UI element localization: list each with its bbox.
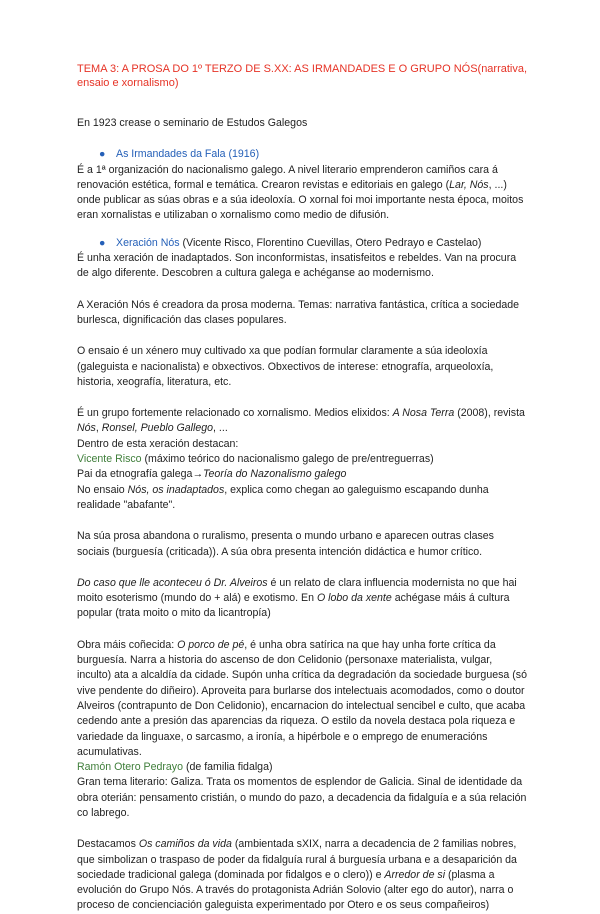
risco-obras-text-b: achégase máis á cultura popular (trata moito o mito da licantropía) xyxy=(77,592,510,620)
otero-obras-text-a: Destacamos xyxy=(77,838,139,851)
porco-em: O porco de pé xyxy=(177,638,245,651)
intro-paragraph: En 1923 crease o seminario de Estudos Galegos xyxy=(77,117,308,129)
document-title: TEMA 3: A PROSA DO 1º TERZO DE S.XX: AS IRMANDADES E O GRUPO NÓS(narrativa, ensaio e xornalismo) xyxy=(77,63,528,89)
otero-obras-em-2: Arredor de si xyxy=(384,868,446,881)
prosa-paragraph: A Xeración Nós é creadora da prosa moderna. Temas: narrativa fantástica, crítica a sociedade burlesca, dignificación das clases populares. xyxy=(77,298,520,326)
risco-line-2-text: Pai da etnografía galega→ xyxy=(77,468,204,481)
risco-obras-em-2: O lobo da xente xyxy=(316,592,392,605)
risco-line-2 xyxy=(77,467,529,482)
otero-obras-em-1: Os camiños da vida xyxy=(138,838,232,851)
xornalismo-paragraph xyxy=(77,406,529,437)
otero-name: Ramón Otero Pedrayo xyxy=(77,761,183,774)
bullet-dot-icon: ● xyxy=(99,236,106,249)
bullet-xeracion-label: Xeración Nós xyxy=(116,236,180,249)
irmandades-paragraph xyxy=(77,163,529,224)
risco-line-3-text-a: No ensaio xyxy=(77,483,128,496)
document-page xyxy=(77,62,529,914)
risco-obras-paragraph xyxy=(77,576,529,622)
xornalismo-text-a: É un grupo fortemente relacionado co xornalismo. Medios elixidos: xyxy=(77,407,393,420)
otero-paragraph: Gran tema literario: Galiza. Trata os momentos de esplendor de Galicia. Sinal de identidade da obra oterián: pensamento cristián, o mundo do pazo, a decadencia da fidalguía e a súa relación co labrego. xyxy=(77,776,527,819)
porco-paragraph xyxy=(77,638,529,760)
bullet-irmandades xyxy=(99,147,529,162)
risco-name: Vicente Risco xyxy=(77,453,142,466)
otero-obras-text-c: (plasma a evolución do Grupo Nós. A través do protagonista Adrián Solovio (alter ego do autor), narra o proceso de concienciación galeguista experimentado por Otero e os seus compañeiros) xyxy=(77,868,514,912)
otero-obras-text-b: (ambientada sXIX, narra a decadencia de 2 familias nobres, que simbolizan o traspaso de poder da fidalguía rural á burguesía urbana e a desaparición da sociedade tradicional galega (dominada por fidalgos e o clero)) e xyxy=(77,838,517,881)
irmandades-text-a: É a 1ª organización do nacionalismo galego. A nivel literario emprenderon camiños cara á renovación estética, formal e temática. Crearon revistas e editoriais en galego ( xyxy=(77,163,498,191)
otero-heading xyxy=(77,760,529,775)
bullet-dot-icon: ● xyxy=(99,148,106,161)
risco-line-2-em: Teoría do Nazonalismo galego xyxy=(203,468,347,481)
risco-line-3 xyxy=(77,483,529,514)
risco-description: (máximo teórico do nacionalismo galego de pre/entreguerras) xyxy=(141,453,434,466)
irmandades-text-em: Lar, Nós xyxy=(449,178,489,191)
xornalismo-text-c: , xyxy=(95,422,102,435)
risco-line-3-text-b: , explica como chegan ao galeguismo escapando dunha realidade "abafante". xyxy=(77,483,489,511)
xeracion-paragraph: É unha xeración de inadaptados. Son inconformistas, insatisfeitos e rebeldes. Van na procura de algo diferente. Descobren a cultura galega e achéganse ao modernismo. xyxy=(77,252,517,280)
risco-obras-em-1: Do caso que lle aconteceu ó Dr. Alveiros xyxy=(77,576,268,589)
bullet-xeracion-members: (Vicente Risco, Florentino Cuevillas, Otero Pedrayo e Castelao) xyxy=(179,236,482,249)
xornalismo-em-3: Ronsel, Pueblo Gallego xyxy=(101,422,214,435)
bullet-xeracion xyxy=(99,236,529,251)
porco-text-b: , é unha obra satírica na que hay unha forte crítica da burguesía. Narra a historia do ascenso de don Celidonio (personaxe materialista, vulgar, inculto) ata a alcaldía da cidade. Supón unha crítica da degradación da sociedade burguesa (só vive pendente do diñeiro). Aproveita para burlarse dos intelectuais acomodados, como o doutor Alveiros (contrapunto de Don Celidonio), encarnacion do intelectual sencibel e culto, que acaba cedendo ante a presión das aparencias da riqueza. O estilo da novela destaca pola riqueza e variedade da linguaxe, o sarcasmo, a ironía, a hipérbole e o emprego de enumeracións acumulativas. xyxy=(77,638,527,758)
xornalismo-em-1: A Nosa Terra xyxy=(392,407,455,420)
irmandades-text-b: , ...) onde publicar as súas obras e a súa ideoloxía. O xornal foi moi importante nesta época, moitos eran xornalistas e utilizaban o xornalismo como medio de difusión. xyxy=(77,178,524,222)
risco-line-3-em: Nós, os inadaptados xyxy=(127,483,225,496)
xornalismo-text-d: , ... xyxy=(213,422,228,435)
porco-text-a: Obra máis coñecida: xyxy=(77,638,178,651)
ensaio-paragraph: O ensaio é un xénero muy cultivado xa que podían formular claramente a súa ideoloxía (galeguista e nacionalista) e obxectivos. Obxectivos de interese: etnografía, arqueoloxía, historia, xeografía, literatura, etc. xyxy=(77,345,494,388)
risco-obras-text-a: é un relato de clara influencia modernista no que hai moito esoterismo (mundo do + alá) e exotismo. En xyxy=(77,576,517,605)
xornalismo-text-b: (2008), revista xyxy=(454,407,525,420)
risco-heading xyxy=(77,452,529,467)
bullet-irmandades-label: As Irmandades da Fala (1916) xyxy=(116,148,260,161)
xornalismo-em-2: Nós xyxy=(77,422,96,435)
otero-obras-paragraph xyxy=(77,837,529,913)
risco-prosa-paragraph: Na súa prosa abandona o ruralismo, presenta o mundo urbano e aparecen outras clases sociais (burguesía (criticada)). A súa obra presenta intención didáctica e humor crítico. xyxy=(77,530,494,558)
destacan-line: Dentro de esta xeración destacan: xyxy=(77,437,239,450)
otero-description: (de familia fidalga) xyxy=(183,761,273,774)
